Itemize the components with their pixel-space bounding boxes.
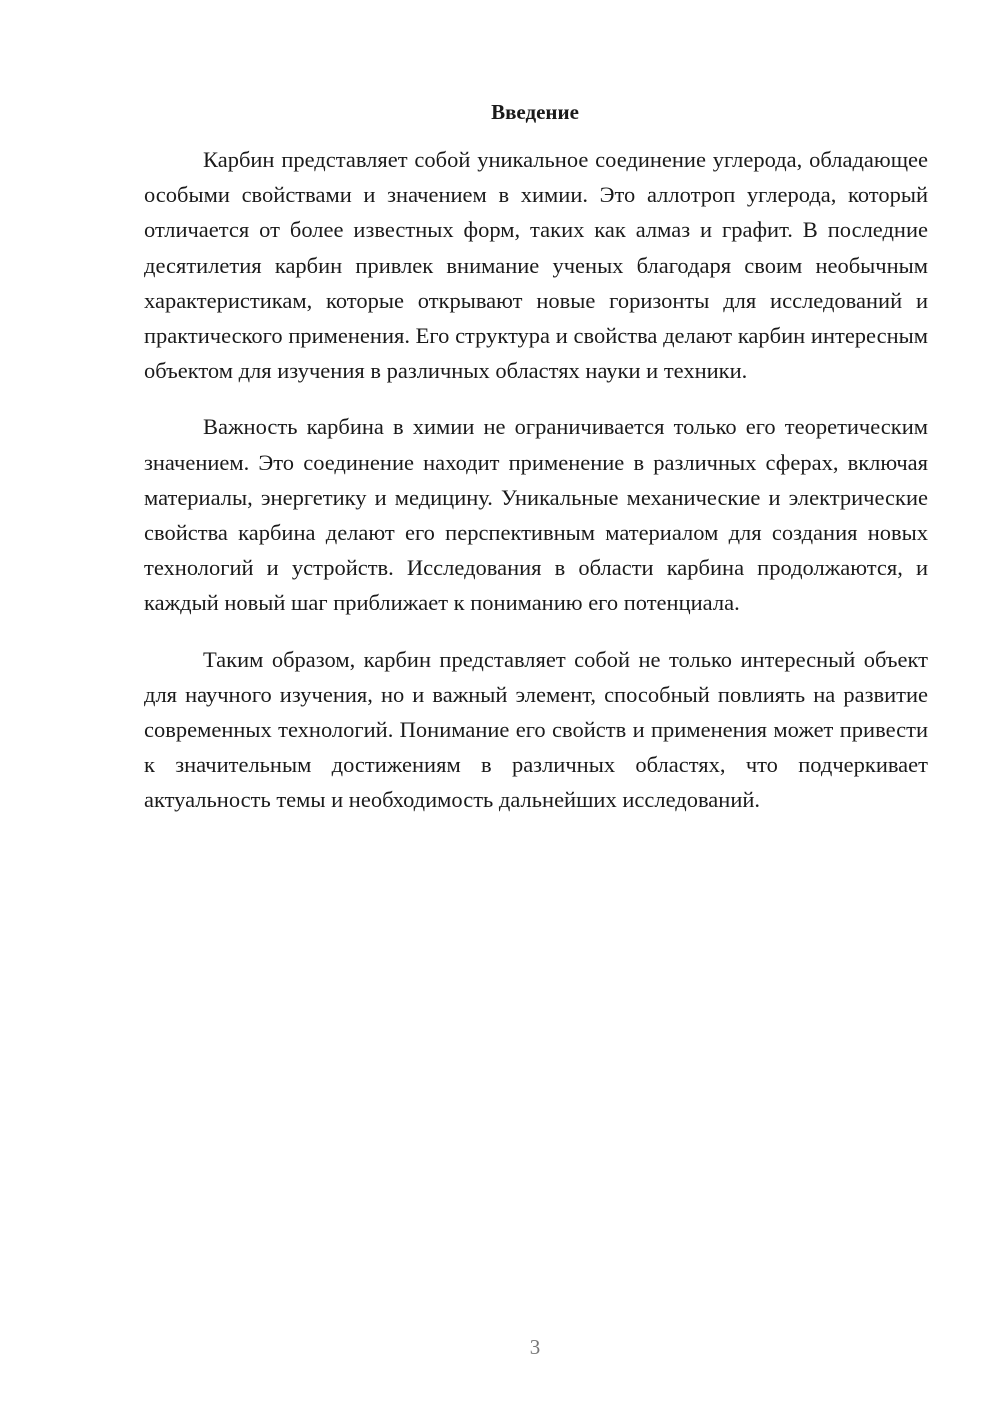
body-text: [144, 142, 928, 839]
paragraph-3: Таким образом, карбин представляет собой не только интересный объект для научного изучения, но и важный элемент, способный повлиять на развитие современных технологий. Понимание его свойств и применения может привести к значительным достижениям в различных областях, что подчеркивает актуальность темы и необходимость дальнейших исследований.: [144, 646, 928, 813]
page-number: 3: [529, 1335, 541, 1359]
section-heading: Введение: [491, 100, 579, 124]
paragraph-1: Карбин представляет собой уникальное соединение углерода, обладающее особыми свойствами и значением в химии. Это аллотроп углерода, который отличается от более известных форм, таких как алмаз и графит. В последние десятилетия карбин привлек внимание ученых благодаря своим необычным характеристикам, которые открывают новые горизонты для исследований и практического применения. Его структура и свойства делают карбин интересным объектом для изучения в различных областях науки и техники.: [144, 147, 928, 384]
paragraph-2: Важность карбина в химии не ограничивается только его теоретическим значением. Это соединение находит применение в различных сферах, включая материалы, энергетику и медицину. Уникальные механические и электрические свойства карбина делают его перспективным материалом для создания новых технологий и устройств. Исследования в области карбина продолжаются, и каждый новый шаг приближает к пониманию его потенциала.: [144, 414, 928, 616]
